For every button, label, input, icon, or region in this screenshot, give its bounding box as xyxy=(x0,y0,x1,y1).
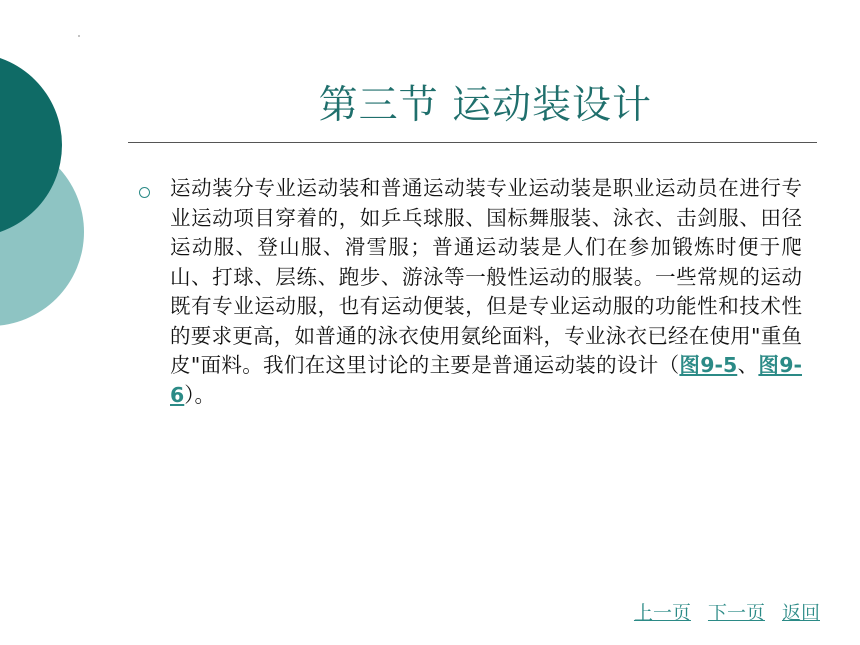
navigation-links xyxy=(634,598,820,625)
paragraph-end: ）。 xyxy=(184,382,216,407)
figure-9-6-link[interactable]: 图9-6 xyxy=(170,353,802,407)
prev-page-link[interactable]: 上一页 xyxy=(633,602,691,624)
decorative-dot xyxy=(78,35,80,37)
paragraph-text: 运动装分专业运动装和普通运动装专业运动装是职业运动员在进行专业运动项目穿着的，如乒乓球服、国标舞服装、泳衣、击剑服、田径运动服、登山服、滑雪服；普通运动装是人们在参加锻炼时便于爬山、打球、层练、跑步、游泳等一般性运动的服装。一些常规的运动既有专业运动服，也有运动便装，但是专业运动服的功能性和技术性的要求更高，如普通的泳衣使用氨纶面料，专业泳衣已经在使用"重鱼皮"面料。我们在这里讨论的主要是普通运动装的设计（ xyxy=(170,176,802,377)
dark-teal-circle xyxy=(0,53,62,237)
slide-title: 第三节 运动装设计 xyxy=(318,83,652,128)
body-paragraph xyxy=(170,174,802,410)
title-divider xyxy=(128,142,817,143)
paragraph-separator: 、 xyxy=(737,353,759,377)
bullet-icon xyxy=(139,187,150,198)
next-page-link[interactable]: 下一页 xyxy=(707,602,765,624)
back-link[interactable]: 返回 xyxy=(781,602,820,624)
light-teal-circle xyxy=(0,138,84,326)
figure-9-5-link[interactable]: 图9-5 xyxy=(679,353,738,377)
